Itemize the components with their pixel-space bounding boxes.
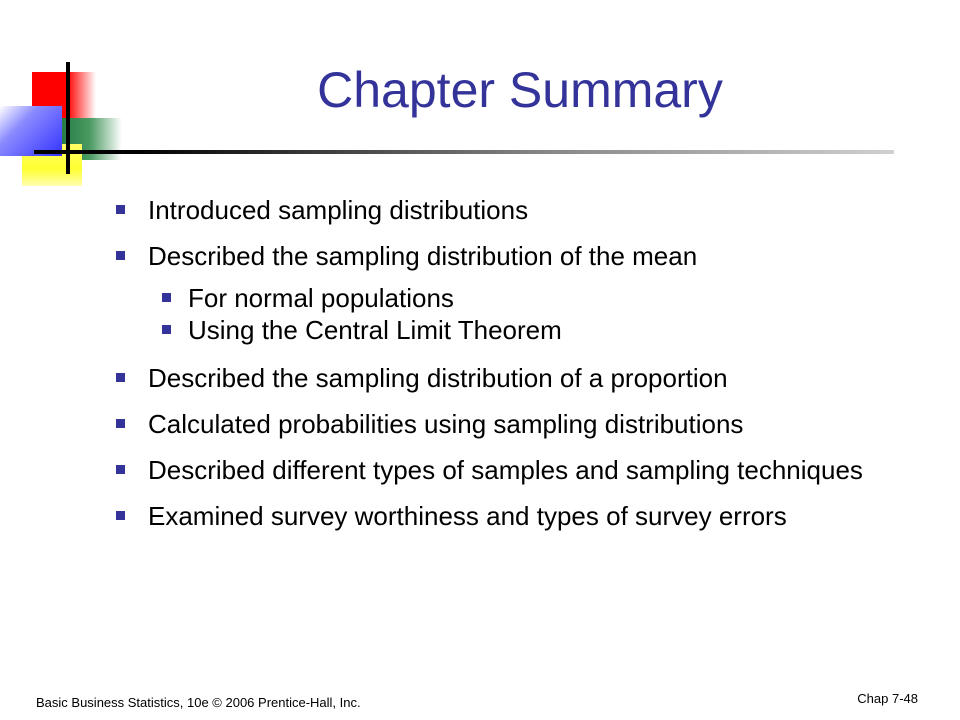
bullet-item — [110, 450, 908, 490]
bullet-text: Described different types of samples and sampling techniques — [148, 455, 863, 485]
sub-bullet-text: Using the Central Limit Theorem — [188, 315, 562, 345]
bullet-list — [110, 190, 910, 536]
bullet-item — [110, 358, 910, 398]
square-bullet-icon — [116, 511, 125, 520]
square-bullet-icon — [116, 465, 125, 474]
sub-bullet-text: For normal populations — [188, 283, 454, 313]
square-bullet-icon — [116, 419, 125, 428]
sub-bullet-item — [110, 314, 910, 346]
bullet-item — [110, 190, 910, 230]
square-bullet-icon — [116, 373, 125, 382]
bullet-item — [110, 236, 910, 276]
square-bullet-icon — [162, 325, 171, 334]
color-squares-logo-icon — [0, 0, 140, 200]
bullet-text: Introduced sampling distributions — [148, 195, 529, 225]
bullet-text: Calculated probabilities using sampling distributions — [148, 409, 744, 439]
bullet-item — [110, 404, 910, 444]
square-bullet-icon — [116, 205, 125, 214]
logo-blue-square — [0, 106, 62, 156]
footer-copyright: Basic Business Statistics, 10e © 2006 Prentice-Hall, Inc. — [36, 695, 361, 710]
bullet-text: Examined survey worthiness and types of survey errors — [148, 501, 787, 531]
slide-title: Chapter Summary — [317, 62, 723, 118]
sub-bullet-item — [110, 282, 910, 314]
footer-slide-number: Chap 7-48 — [857, 691, 918, 706]
bullet-text: Described the sampling distribution of the mean — [148, 241, 698, 271]
title-divider-line — [34, 150, 894, 154]
square-bullet-icon — [116, 251, 125, 260]
bullet-text: Described the sampling distribution of a proportion — [148, 363, 728, 393]
square-bullet-icon — [162, 293, 171, 302]
logo-vertical-line — [66, 62, 70, 174]
bullet-item — [110, 496, 868, 536]
